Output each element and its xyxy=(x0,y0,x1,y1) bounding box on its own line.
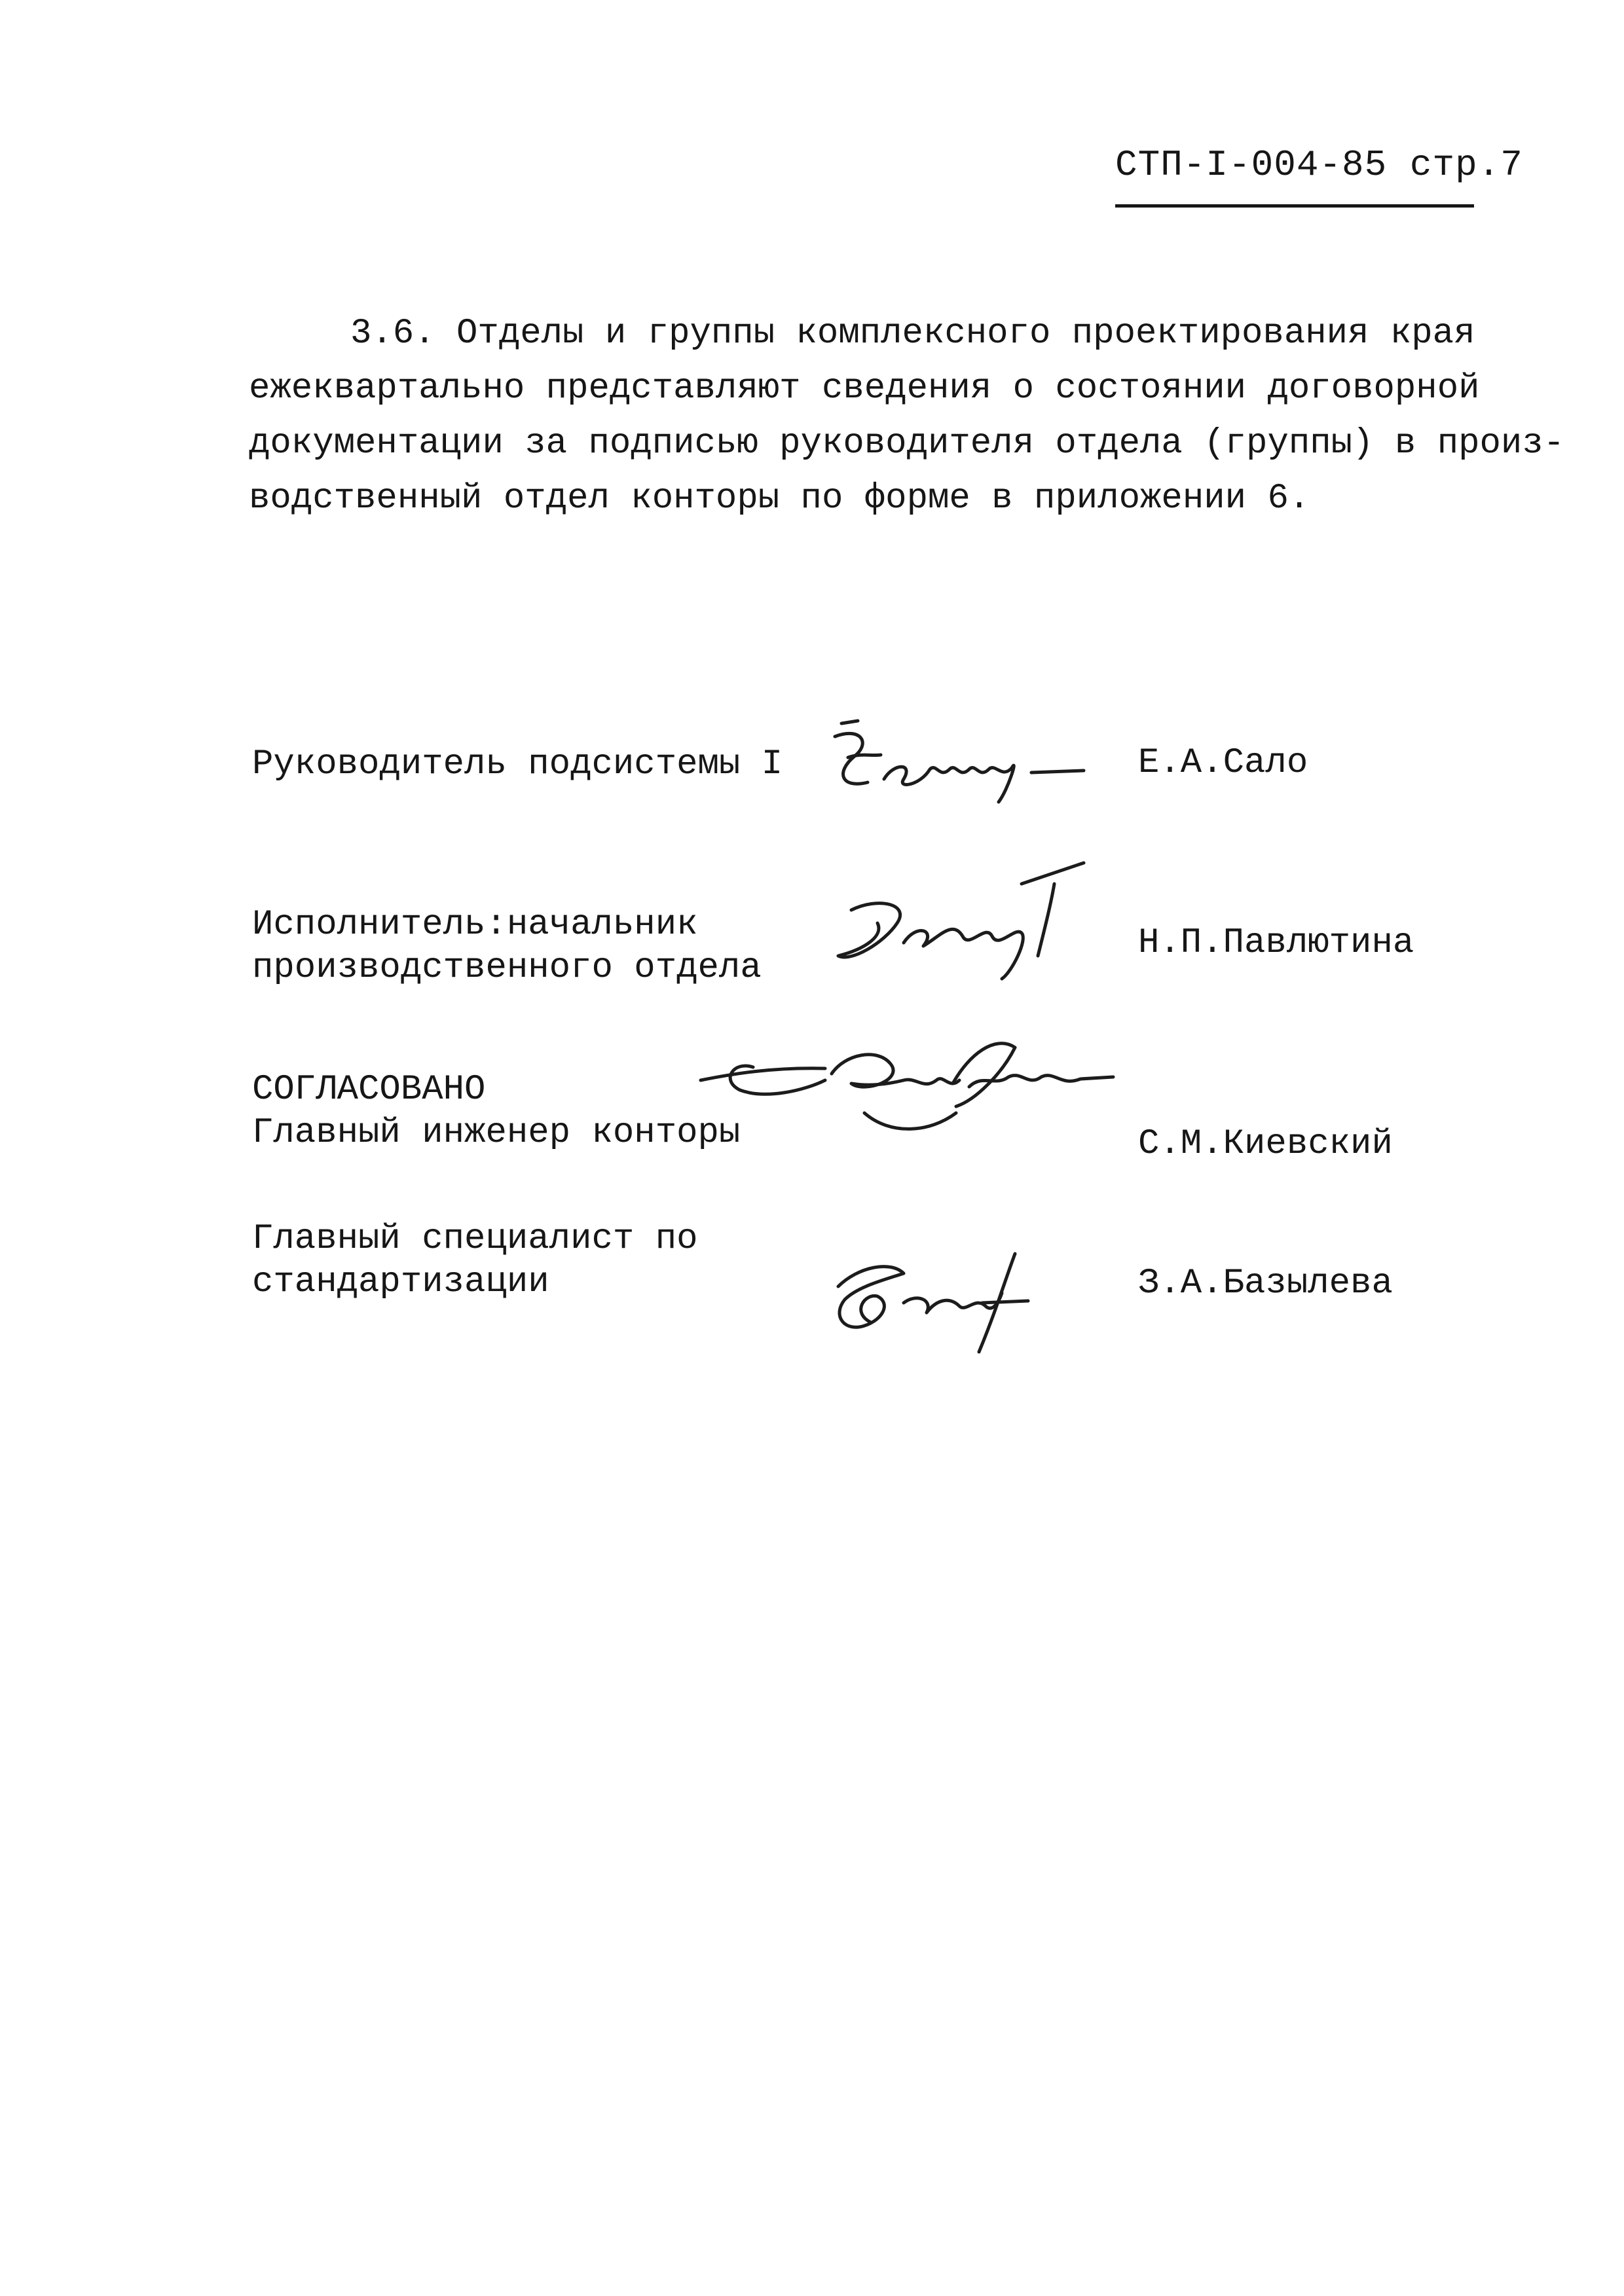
handwritten-signature xyxy=(822,717,1097,815)
signatory-role xyxy=(252,1068,740,1155)
paragraph-line: ежеквартально представляют сведения о состоянии договорной xyxy=(249,369,1480,409)
document-code: СТП-I-004-85 стр.7 xyxy=(1115,144,1523,186)
role-line: стандартизации xyxy=(252,1262,549,1302)
header-underline xyxy=(1115,204,1474,208)
signatory-role xyxy=(252,903,762,990)
role-line: Руководитель подсистемы I xyxy=(252,744,783,784)
role-line: Главный специалист по xyxy=(252,1219,698,1259)
role-line: СОГЛАСОВАНО xyxy=(252,1070,486,1110)
paragraph-line: документации за подписью руководителя отдела (группы) в произ- xyxy=(249,424,1565,464)
signatory-name: Е.А.Сало xyxy=(1138,743,1308,783)
signatory-name: С.М.Киевский xyxy=(1138,1124,1393,1164)
role-line: Главный инженер конторы xyxy=(252,1113,741,1153)
paragraph-line: 3.6. Отделы и группы комплексного проектирования края xyxy=(350,314,1475,354)
signatory-name: З.А.Базылева xyxy=(1138,1264,1393,1303)
handwritten-signature xyxy=(694,1028,1120,1159)
handwritten-signature xyxy=(819,1241,1041,1365)
handwritten-signature xyxy=(825,858,1087,995)
page-header xyxy=(1115,144,1523,186)
role-line: производственного отдела xyxy=(252,948,762,988)
signatory-name: Н.П.Павлютина xyxy=(1138,923,1414,963)
signatory-role xyxy=(252,1218,698,1304)
signatory-role xyxy=(252,743,783,786)
body-paragraph xyxy=(249,306,1565,526)
role-line: Исполнитель:начальник xyxy=(252,905,698,945)
paragraph-line: водственный отдел конторы по форме в приложении 6. xyxy=(249,479,1310,519)
